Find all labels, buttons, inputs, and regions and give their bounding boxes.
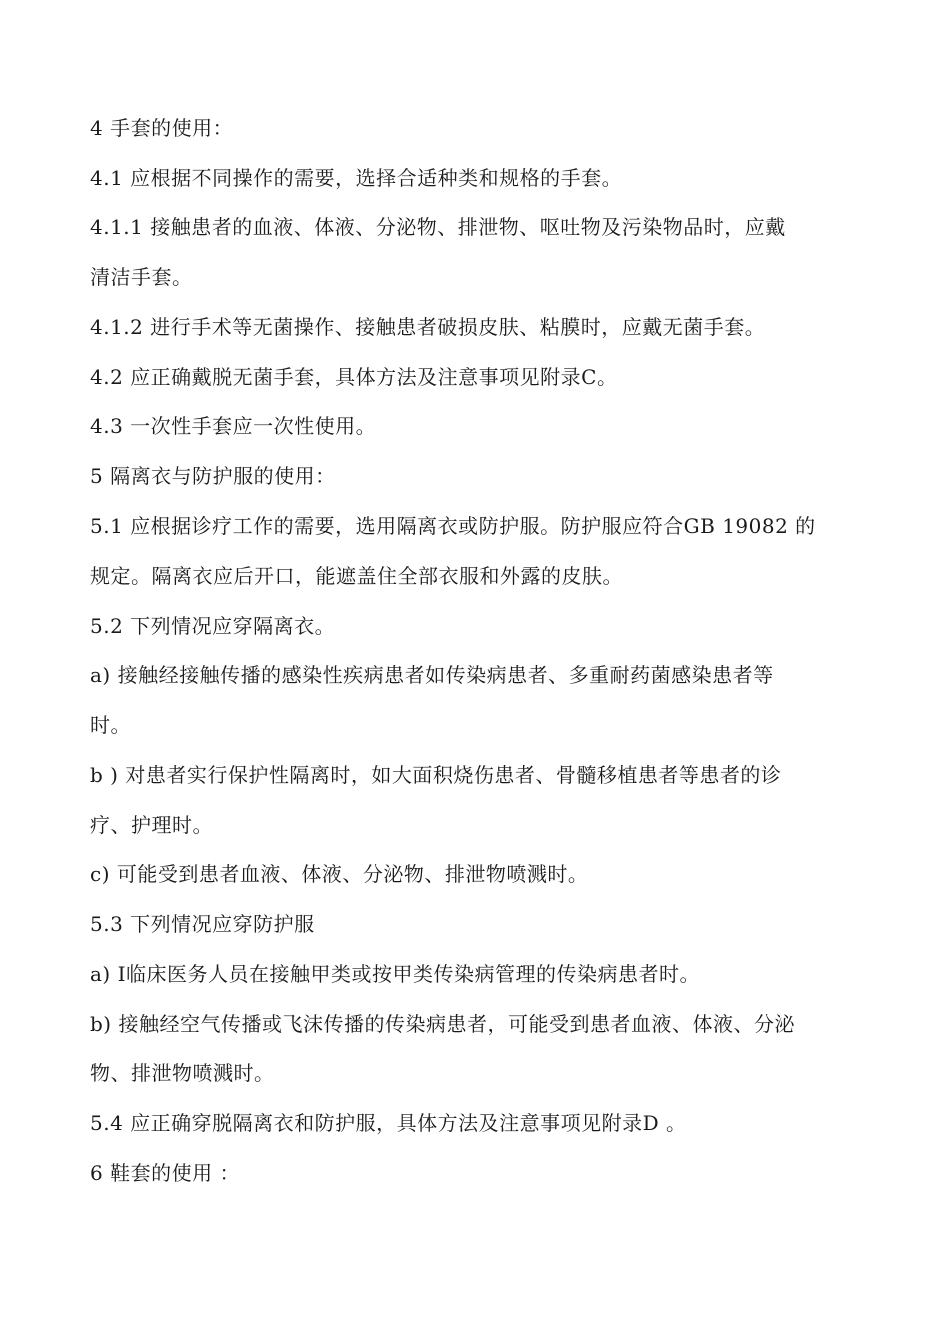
clause-5-4: 5.4 应正确穿脱隔离衣和防护服，具体方法及注意事项见附录D 。 bbox=[90, 1111, 687, 1135]
clause-4-1-1: 4.1.1 接触患者的血液、体液、分泌物、排泄物、呕吐物及污染物品时，应戴 bbox=[90, 215, 786, 239]
item-5-2-a: a) 接触经接触传播的感染性疾病患者如传染病患者、多重耐药菌感染患者等 bbox=[90, 663, 774, 687]
clause-4-1-1-continued: 清洁手套。 bbox=[90, 265, 193, 289]
clause-5-2: 5.2 下列情况应穿隔离衣。 bbox=[90, 614, 336, 638]
item-5-3-b-continued: 物、排泄物喷溅时。 bbox=[90, 1061, 275, 1085]
clause-4-3: 4.3 一次性手套应一次性使用。 bbox=[90, 414, 377, 438]
clause-4-2: 4.2 应正确戴脱无菌手套，具体方法及注意事项见附录C。 bbox=[90, 365, 618, 389]
heading-6-shoe-covers: 6 鞋套的使用 ： bbox=[90, 1161, 240, 1185]
item-5-2-b: b ) 对患者实行保护性隔离时，如大面积烧伤患者、骨髓移植患者等患者的诊 bbox=[90, 763, 782, 787]
clause-5-1-continued: 规定。隔离衣应后开口，能遮盖住全部衣服和外露的皮肤。 bbox=[90, 564, 623, 588]
item-5-2-b-continued: 疗、护理时。 bbox=[90, 813, 213, 837]
clause-4-1-2: 4.1.2 进行手术等无菌操作、接触患者破损皮肤、粘膜时，应戴无菌手套。 bbox=[90, 315, 766, 339]
item-5-3-b: b) 接触经空气传播或飞沫传播的传染病患者，可能受到患者血液、体液、分泌 bbox=[90, 1012, 795, 1036]
item-5-2-c: c) 可能受到患者血液、体液、分泌物、排泄物喷溅时。 bbox=[90, 862, 589, 886]
heading-4-gloves: 4 手套的使用： bbox=[90, 116, 234, 140]
clause-5-1: 5.1 应根据诊疗工作的需要，选用隔离衣或防护服。防护服应符合GB 19082 的 bbox=[90, 514, 816, 538]
clause-5-3: 5.3 下列情况应穿防护服 bbox=[90, 912, 315, 936]
clause-4-1: 4.1 应根据不同操作的需要，选择合适种类和规格的手套。 bbox=[90, 166, 623, 190]
item-5-3-a: a) I临床医务人员在接触甲类或按甲类传染病管理的传染病患者时。 bbox=[90, 962, 700, 986]
heading-5-gowns: 5 隔离衣与防护服的使用： bbox=[90, 464, 336, 488]
item-5-2-a-continued: 时。 bbox=[90, 713, 131, 737]
